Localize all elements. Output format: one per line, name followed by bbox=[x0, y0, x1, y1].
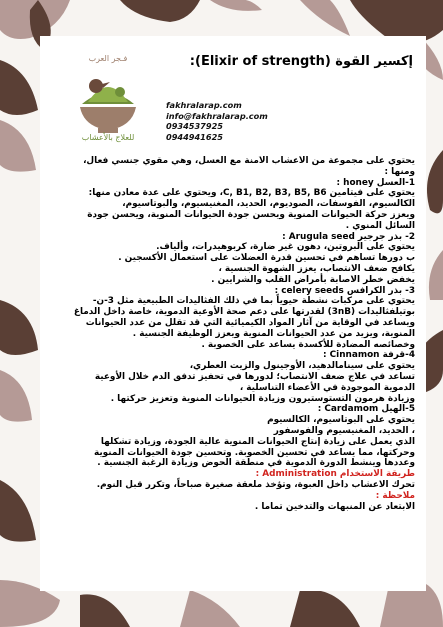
page-title: إكسير القوة (Elixir of strength): bbox=[189, 54, 413, 69]
cinnamon-line: وزيادة هرمون التستوستيرون وزيادة الحيوانات المنوية وتعزيز حركتها . bbox=[110, 393, 415, 404]
honey-line: السائل المنوي . bbox=[345, 220, 415, 231]
contact-info bbox=[166, 100, 268, 142]
section-heading-note: ملاحظة : bbox=[375, 490, 415, 501]
arugula-line: ب دورها تساهم في تحسين قدرة العضلات على استعمال الأكسجين . bbox=[118, 253, 415, 264]
logo-subtitle: للعلاج بالأعشاب bbox=[81, 133, 135, 142]
email-link[interactable]: info@fakhralarap.com bbox=[166, 110, 268, 121]
celery-line: بوتيلفثاليدات (3nB) لقدرتها على دعم صحة الأوعية الدموية، خاصة داخل الدماغ bbox=[73, 307, 415, 318]
phone-2: 0944941625 bbox=[166, 131, 223, 142]
website-link[interactable]: fakhralarap.com bbox=[166, 100, 242, 110]
cardamom-line: وحركتها، مما يساعد في تحسين الخصوبة. وتحسين جودة الحيوانات المنوية bbox=[93, 447, 415, 458]
cardamom-line: يحتوي على البوتاسيوم، الكالسيوم bbox=[267, 415, 415, 426]
honey-line: يحتوي على فيتامين C, B1, B2, B3, B5, B6، ويحتوي على عدة معادن منها: bbox=[88, 188, 415, 199]
phone-1: 0934537925 bbox=[166, 121, 223, 131]
arugula-line: يكافح ضعف الانتصاب، يعزز الشهوة الجنسية ، bbox=[218, 263, 415, 274]
cardamom-line: ، الحديد، المغنيسيوم والفوسفور bbox=[273, 425, 415, 436]
logo-title: فـجر العرب bbox=[88, 54, 128, 63]
section-heading-honey: 1-العسل honey : bbox=[336, 177, 415, 188]
celery-line: المنوية، ويزيد من عدد الحيوانات المنوية ويعزز الوظيفة الجنسية . bbox=[132, 328, 415, 339]
arugula-line: يخفض خطر الاصابة بأمراض القلب والشرايين . bbox=[211, 274, 415, 285]
section-heading-cardamom: 5-الهيل Cardamom : bbox=[317, 404, 415, 415]
intro-line: يحتوي على مجموعة من الأعشاب الآمنة مع العسل، وهي مقوي جنسي فعال، bbox=[83, 156, 415, 166]
cardamom-line: وعددها وينشط الدورة الدموية في منطقة الحوض وزيادة الرغبة الجنسية . bbox=[97, 458, 415, 469]
arugula-line: يحتوي على البروتين، دهون غير ضارة، كربوهيدرات، وألياف. bbox=[156, 242, 415, 253]
note-line: الابتعاد عن المنبهات والتدخين تماما . bbox=[254, 501, 415, 512]
celery-line: ويساعد في الوقاية من آثار المواد الكيميائية التي قد تقلل من عدد الحيوانات bbox=[85, 317, 415, 328]
section-heading-administration: طريقة الاستخدام Administration : bbox=[255, 469, 415, 480]
section-heading-arugula: 2- بذر جرجير Arugula seed : bbox=[282, 231, 415, 242]
cardamom-line: الذي يعمل على زيادة إنتاج الحيوانات المنوية عالية الجودة، وزيادة تشكلها bbox=[100, 436, 415, 447]
honey-line: الكالسيوم، الفوسفات، الصوديوم، الحديد، المغنيسيوم، والبوتاسيوم، bbox=[122, 199, 415, 210]
celery-line: يحتوي على مركبات نشطة حيوياً بما في ذلك الفثاليدات الطبيعية مثل 3-ن- bbox=[92, 296, 415, 307]
cinnamon-line: الدموية الموجودة في الأعضاء التناسلية ، bbox=[239, 382, 415, 393]
document-body bbox=[18, 156, 415, 586]
cinnamon-line: يحتوي على سينامالدهيد، الأوجينول والزيت العطري، bbox=[189, 361, 415, 372]
logo-text bbox=[52, 50, 164, 142]
section-heading-cinnamon: 4-قرفة Cinnamon : bbox=[323, 350, 415, 361]
celery-line: وخصائصه المضادة للأكسدة يساعد على الخصوبة . bbox=[201, 339, 415, 350]
administration-line: تحرك الاعشاب داخل العبوة، وتؤخذ ملعقة صغيرة صباحاً، وتكرر قبل النوم. bbox=[96, 479, 415, 490]
section-heading-celery: 3- بذر الكرافس celery seeds : bbox=[274, 285, 415, 296]
intro-line: ومنها : bbox=[384, 166, 415, 177]
honey-line: ويعزز حركة الحيوانات المنوية ويحسن جودة الحيوانات المنوية، ويحسن جودة bbox=[87, 209, 415, 220]
cinnamon-line: تساعد في علاج ضعف الانتصاب؛ لدورها في تحفيز تدفق الدم خلال الأوعية bbox=[94, 371, 415, 382]
